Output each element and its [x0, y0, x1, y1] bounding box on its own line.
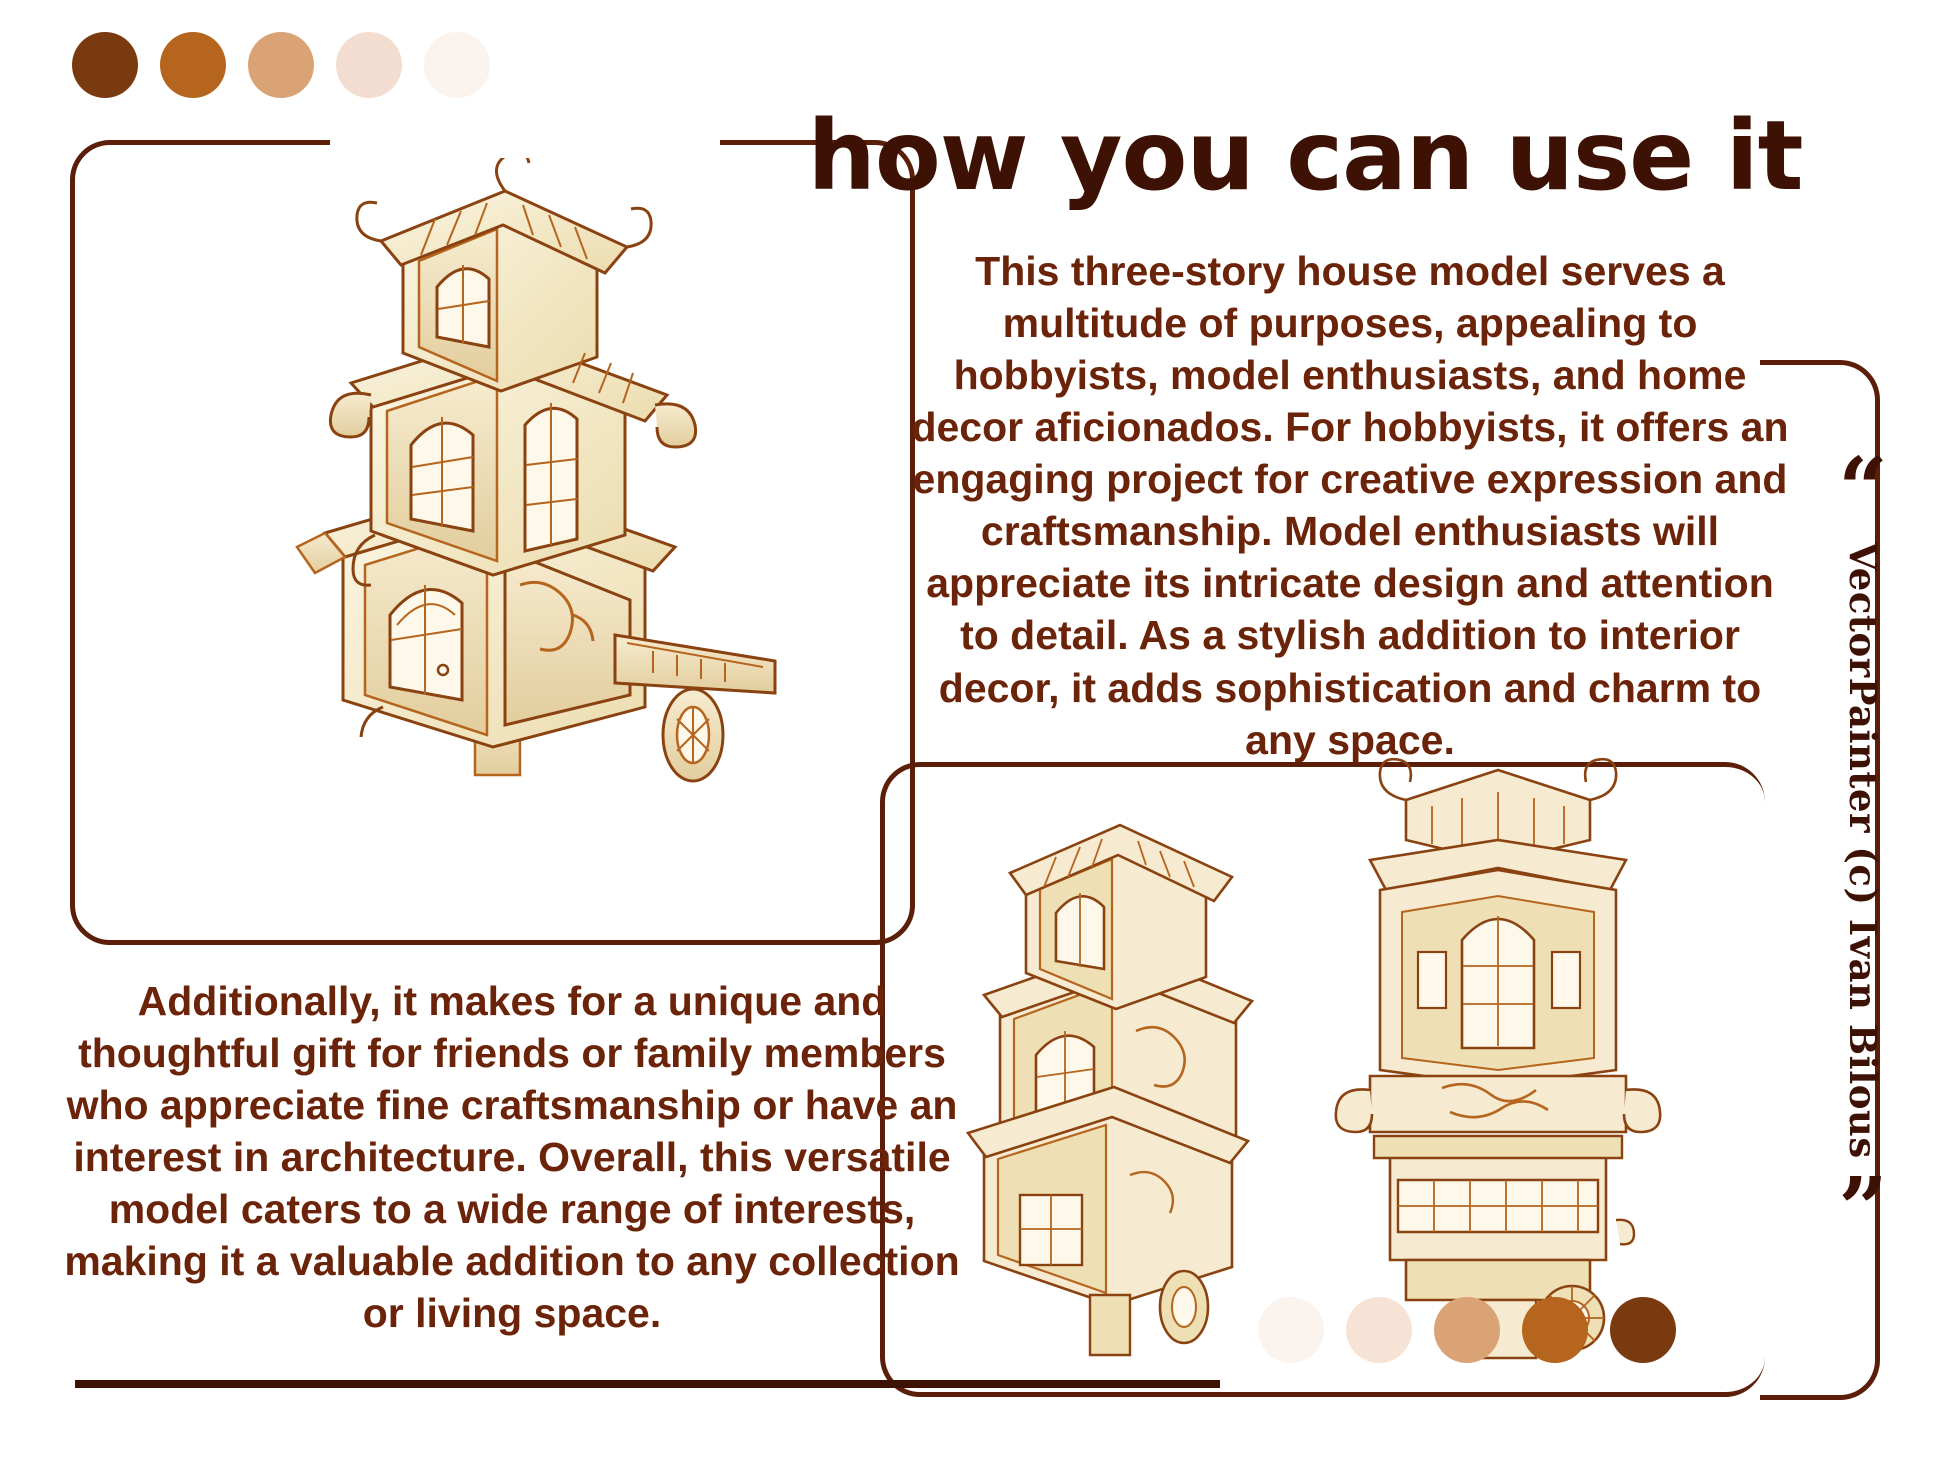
color-swatch [1258, 1297, 1324, 1363]
color-swatch [424, 32, 490, 98]
color-swatch [248, 32, 314, 98]
credit-block [1828, 420, 1898, 1280]
house-model-side-small-illustration [940, 755, 1290, 1375]
color-swatch [160, 32, 226, 98]
page-title: how you can use it [807, 100, 1803, 212]
description-paragraph-secondary: Additionally, it makes for a unique and thoughtful gift for friends or family members who appreciate fine craftsmanship or have an interest in architecture. Overall, this versatile model caters to a wide range of interests, making it a valuable addition to any collection or living space. [64, 978, 960, 1337]
color-swatch [1434, 1297, 1500, 1363]
bottom-divider [75, 1380, 1220, 1388]
quote-close-icon: ” [1838, 1159, 1888, 1261]
credit-text: VectorPainter (c) Ivan Bilous [1841, 541, 1885, 1159]
color-swatch [336, 32, 402, 98]
color-swatch [72, 32, 138, 98]
palette-swatches-top [72, 32, 490, 98]
hero-frame-notch [330, 128, 720, 158]
color-swatch [1610, 1297, 1676, 1363]
house-model-front-angled-illustration [175, 95, 815, 785]
house-model-back-small-illustration [1310, 740, 1690, 1370]
description-paragraph-primary: This three-story house model serves a multitude of purposes, appealing to hobbyists, model enthusiasts, and home decor aficionados. For hobbyists, it offers an engaging project for creative expression and craftsmanship. Model enthusiasts will appreciate its intricate design and attention to detail. As a stylish addition to interior decor, it adds sophistication and charm to any space. [911, 248, 1789, 763]
color-swatch [1346, 1297, 1412, 1363]
palette-swatches-bottom [1258, 1297, 1676, 1363]
color-swatch [1522, 1297, 1588, 1363]
quote-open-icon: “ [1838, 439, 1888, 541]
